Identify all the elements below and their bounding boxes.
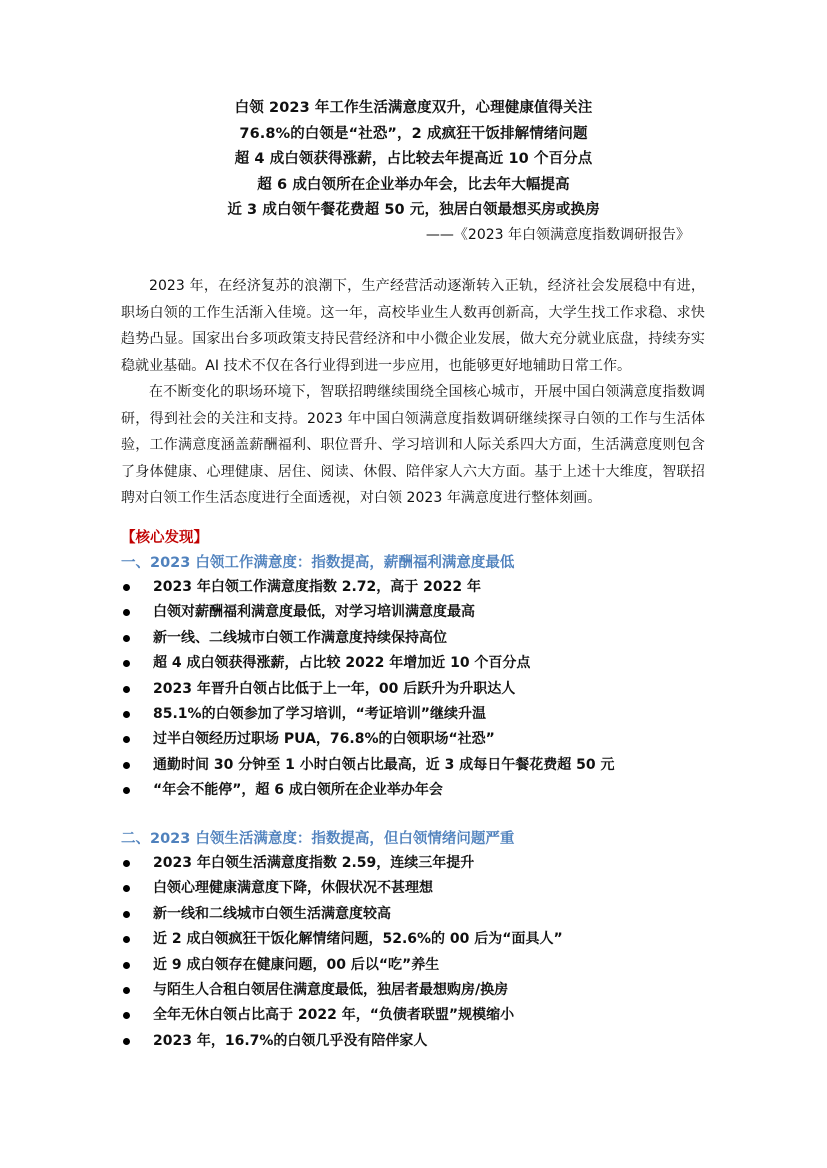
list-item [121, 626, 721, 651]
list-item [121, 953, 721, 978]
intro-paragraphs [121, 273, 705, 512]
bullet-dot-icon [123, 660, 130, 667]
list-item [121, 876, 721, 901]
headline-5: 近 3 成白领午餐花费超 50 元，独居白领最想买房或换房 [227, 202, 600, 218]
intro-paragraph-2: 在不断变化的职场环境下，智联招聘继续围绕全国核心城市，开展中国白领满意度指数调研，得到社会的关注和支持。2023 年中国白领满意度指数调研继续探寻白领的工作与生活体验，工作满意度涵盖薪酬福利、职位晋升、学习培训和人际关系四大方面，生活满意度则包含了身体健康、心理健康、居住、阅读、休假、陪伴家人六大方面。基于上述十大维度，智联招聘对白领工作生活态度进行全面透视，对白领 2023 年满意度进行整体刻画。 [121, 384, 705, 506]
list-item [121, 902, 721, 927]
intro-paragraph-1: 2023 年，在经济复苏的浪潮下，生产经营活动逐渐转入正轨，经济社会发展稳中有进，职场白领的工作生活渐入佳境。这一年，高校毕业生人数再创新高，大学生找工作求稳、求快趋势凸显。国家出台多项政策支持民营经济和中小微企业发展，做大充分就业底盘，持续夯实稳就业基础。AI 技术不仅在各行业得到进一步应用，也能够更好地辅助日常工作。 [121, 278, 705, 374]
section-2-list [121, 851, 721, 1054]
headline-2: 76.8%的白领是“社恐”，2 成疯狂干饭排解情绪问题 [239, 125, 588, 142]
bullet-dot-icon [123, 1038, 130, 1045]
bullet-dot-icon [123, 584, 130, 591]
bullet-dot-icon [123, 962, 130, 969]
list-item-text: 2023 年晋升白领占比低于上一年，00 后跃升为升职达人 [153, 680, 516, 697]
section-1-list [121, 575, 721, 804]
list-item-text: 与陌生人合租白领居住满意度最低，独居者最想购房/换房 [153, 981, 509, 998]
headline-1: 白领 2023 年工作生活满意度双升，心理健康值得关注 [234, 100, 593, 116]
bullet-dot-icon [123, 736, 130, 743]
list-item-text: 新一线、二线城市白领工作满意度持续保持高位 [153, 629, 447, 646]
list-item-text: 85.1%的白领参加了学习培训，“考证培训”继续升温 [153, 705, 486, 722]
bullet-dot-icon [123, 609, 130, 616]
headline-3: 超 4 成白领获得涨薪，占比较去年提高近 10 个百分点 [234, 151, 593, 167]
list-item [121, 677, 721, 702]
list-item-text: 白领心理健康满意度下降，休假状况不甚理想 [153, 880, 433, 897]
list-item [121, 1029, 721, 1054]
headline-block [0, 96, 827, 224]
list-item-text: 2023 年白领生活满意度指数 2.59，连续三年提升 [153, 855, 475, 871]
list-item [121, 753, 721, 778]
bullet-dot-icon [123, 860, 130, 867]
bullet-dot-icon [123, 885, 130, 892]
list-item [121, 702, 721, 727]
list-item-text: 通勤时间 30 分钟至 1 小时白领占比最高，近 3 成每日午餐花费超 50 元 [153, 756, 615, 773]
bullet-dot-icon [123, 686, 130, 693]
list-item-text: 新一线和二线城市白领生活满意度较高 [153, 905, 391, 922]
bullet-dot-icon [123, 762, 130, 769]
bullet-dot-icon [123, 635, 130, 642]
core-findings-label: 【核心发现】 [121, 530, 208, 546]
list-item-text: 2023 年，16.7%的白领几乎没有陪伴家人 [153, 1032, 428, 1049]
list-item [121, 1003, 721, 1028]
bullet-dot-icon [123, 711, 130, 718]
list-item-text: 全年无休白领占比高于 2022 年，“负债者联盟”规模缩小 [153, 1007, 515, 1024]
section-2-title: 二、2023 白领生活满意度：指数提高，但白领情绪问题严重 [121, 831, 515, 847]
list-item [121, 651, 721, 676]
list-item [121, 727, 721, 752]
list-item-text: 近 2 成白领疯狂干饭化解情绪问题，52.6%的 00 后为“面具人” [153, 931, 563, 948]
list-item-text: 近 9 成白领存在健康问题，00 后以“吃”养生 [153, 956, 440, 973]
list-item [121, 778, 721, 803]
list-item-text: 白领对薪酬福利满意度最低，对学习培训满意度最高 [153, 604, 475, 621]
list-item [121, 575, 721, 600]
list-item [121, 600, 721, 625]
list-item-text: “年会不能停”，超 6 成白领所在企业举办年会 [153, 782, 443, 799]
bullet-dot-icon [123, 936, 130, 943]
report-source: ——《2023 年白领满意度指数调研报告》 [425, 227, 690, 243]
section-1-title: 一、2023 白领工作满意度：指数提高，薪酬福利满意度最低 [121, 555, 515, 571]
bullet-dot-icon [123, 1012, 130, 1019]
bullet-dot-icon [123, 787, 130, 794]
headline-4: 超 6 成白领所在企业举办年会，比去年大幅提高 [257, 176, 570, 193]
list-item-text: 超 4 成白领获得涨薪，占比较 2022 年增加近 10 个百分点 [153, 655, 531, 672]
bullet-dot-icon [123, 987, 130, 994]
list-item [121, 927, 721, 952]
list-item-text: 过半白领经历过职场 PUA，76.8%的白领职场“社恐” [153, 731, 495, 748]
list-item [121, 978, 721, 1003]
list-item [121, 851, 721, 876]
list-item-text: 2023 年白领工作满意度指数 2.72，高于 2022 年 [153, 579, 481, 595]
bullet-dot-icon [123, 911, 130, 918]
